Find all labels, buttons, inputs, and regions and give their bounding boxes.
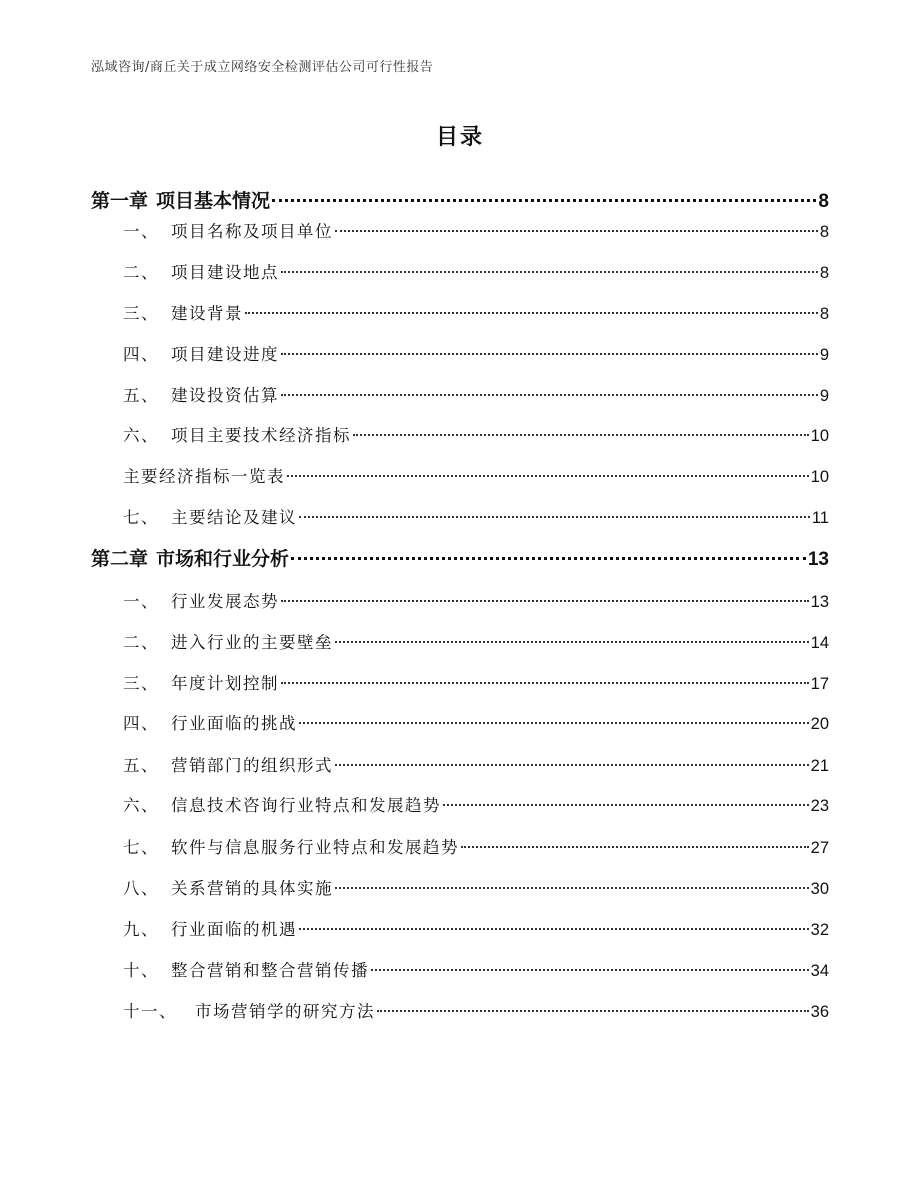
page-header: 泓域咨询/商丘关于成立网络安全检测评估公司可行性报告 (91, 60, 434, 75)
toc-entry-number: 十、 (123, 961, 159, 980)
toc-entry-title: 行业面临的机遇 (171, 920, 297, 939)
toc-entry-page-number: 8 (819, 305, 829, 323)
toc-entry-title: 软件与信息服务行业特点和发展趋势 (171, 838, 459, 857)
toc-entry-page-number: 13 (807, 549, 829, 570)
toc-dot-leader (443, 804, 809, 806)
toc-entry-title: 项目建设进度 (171, 345, 279, 364)
toc-entry-page-number: 8 (818, 191, 829, 212)
toc-dot-leader (281, 600, 809, 602)
toc-entry-page-number: 10 (810, 468, 829, 486)
toc-entry-page-number: 21 (810, 757, 829, 775)
toc-entry-number: 七、 (123, 508, 159, 527)
toc-entry-page-number: 20 (810, 715, 829, 733)
toc-dot-leader (299, 928, 809, 930)
toc-entry-number: 六、 (123, 796, 159, 815)
toc-section-entry[interactable] (91, 341, 829, 365)
toc-dot-leader (461, 846, 809, 848)
toc-section-entry[interactable] (91, 998, 829, 1022)
toc-dot-leader (377, 1010, 809, 1012)
toc-entry-page-number: 30 (810, 880, 829, 898)
toc-entry-page-number: 8 (819, 264, 829, 282)
toc-section-entry[interactable] (91, 504, 829, 528)
toc-section-entry[interactable] (91, 670, 829, 694)
toc-section-entry[interactable] (91, 792, 829, 816)
toc-entry-title: 整合营销和整合营销传播 (171, 961, 369, 980)
toc-entry-number: 三、 (123, 674, 159, 693)
toc-entry-number: 四、 (123, 345, 159, 364)
toc-entry-title: 项目名称及项目单位 (171, 222, 333, 241)
toc-entry-title: 行业面临的挑战 (171, 714, 297, 733)
toc-dot-leader (299, 722, 809, 724)
toc-section-entry[interactable] (91, 957, 829, 981)
toc-entry-page-number: 9 (819, 346, 829, 364)
toc-section-entry[interactable] (91, 629, 829, 653)
toc-dot-leader (291, 557, 806, 560)
toc-entry-title: 项目基本情况 (156, 190, 271, 212)
toc-entry-number: 十一、 (123, 1002, 177, 1021)
toc-entry-title: 建设背景 (171, 304, 243, 323)
toc-dot-leader (281, 271, 818, 273)
toc-dot-leader (281, 682, 809, 684)
toc-dot-leader (287, 475, 809, 477)
toc-entry-number: 九、 (123, 920, 159, 939)
toc-entry-title: 进入行业的主要壁垒 (171, 633, 333, 652)
toc-entry-number: 六、 (123, 426, 159, 445)
toc-entry-page-number: 17 (810, 675, 829, 693)
toc-entry-title: 信息技术咨询行业特点和发展趋势 (171, 796, 441, 815)
toc-entry-number: 二、 (123, 263, 159, 282)
toc-entry-page-number: 32 (810, 921, 829, 939)
toc-entry-title: 主要经济指标一览表 (123, 467, 285, 486)
toc-entry-number: 七、 (123, 838, 159, 857)
toc-entry-title: 主要结论及建议 (171, 508, 297, 527)
toc-dot-leader (281, 353, 818, 355)
toc-entry-number: 五、 (123, 386, 159, 405)
toc-entry-title: 市场营销学的研究方法 (195, 1002, 375, 1021)
toc-entry-number: 四、 (123, 714, 159, 733)
toc-entry-page-number: 14 (810, 634, 829, 652)
toc-section-entry[interactable] (91, 752, 829, 776)
toc-chapter-entry[interactable] (91, 544, 829, 571)
toc-entry-title: 建设投资估算 (171, 386, 279, 405)
toc-section-entry[interactable] (91, 710, 829, 734)
toc-dot-leader (353, 434, 809, 436)
toc-section-entry[interactable] (91, 588, 829, 612)
toc-entry-number: 一、 (123, 592, 159, 611)
toc-table-entry[interactable] (91, 463, 829, 487)
toc-entry-number: 第二章 (91, 548, 149, 570)
toc-chapter-entry[interactable] (91, 186, 829, 213)
toc-section-entry[interactable] (91, 422, 829, 446)
toc-section-entry[interactable] (91, 300, 829, 324)
toc-entry-title: 年度计划控制 (171, 674, 279, 693)
toc-entry-page-number: 10 (810, 427, 829, 445)
toc-dot-leader (299, 516, 810, 518)
toc-entry-number: 五、 (123, 756, 159, 775)
toc-entry-title: 关系营销的具体实施 (171, 879, 333, 898)
toc-entry-number: 八、 (123, 879, 159, 898)
toc-dot-leader (272, 199, 816, 202)
toc-dot-leader (281, 394, 818, 396)
toc-entry-title: 营销部门的组织形式 (171, 756, 333, 775)
toc-section-entry[interactable] (91, 834, 829, 858)
toc-entry-page-number: 8 (819, 223, 829, 241)
toc-entry-number: 二、 (123, 633, 159, 652)
toc-entry-page-number: 27 (810, 839, 829, 857)
toc-entry-title: 项目主要技术经济指标 (171, 426, 351, 445)
toc-section-entry[interactable] (91, 875, 829, 899)
toc-dot-leader (335, 641, 809, 643)
toc-entry-number: 三、 (123, 304, 159, 323)
toc-dot-leader (335, 764, 809, 766)
toc-dot-leader (245, 312, 818, 314)
toc-entry-title: 项目建设地点 (171, 263, 279, 282)
toc-dot-leader (335, 887, 809, 889)
toc-entry-page-number: 13 (810, 593, 829, 611)
toc-entry-page-number: 9 (819, 387, 829, 405)
toc-section-entry[interactable] (91, 218, 829, 242)
toc-section-entry[interactable] (91, 916, 829, 940)
toc-section-entry[interactable] (91, 382, 829, 406)
toc-entry-title: 行业发展态势 (171, 592, 279, 611)
toc-entry-title: 市场和行业分析 (156, 548, 290, 570)
toc-dot-leader (371, 969, 809, 971)
toc-entry-page-number: 23 (810, 797, 829, 815)
toc-entry-page-number: 34 (810, 962, 829, 980)
toc-entry-number: 第一章 (91, 190, 149, 212)
toc-section-entry[interactable] (91, 259, 829, 283)
toc-dot-leader (335, 230, 818, 232)
toc-entry-page-number: 36 (810, 1003, 829, 1021)
toc-entry-number: 一、 (123, 222, 159, 241)
toc-title: 目录 (435, 125, 484, 150)
toc-entry-page-number: 11 (811, 509, 829, 527)
